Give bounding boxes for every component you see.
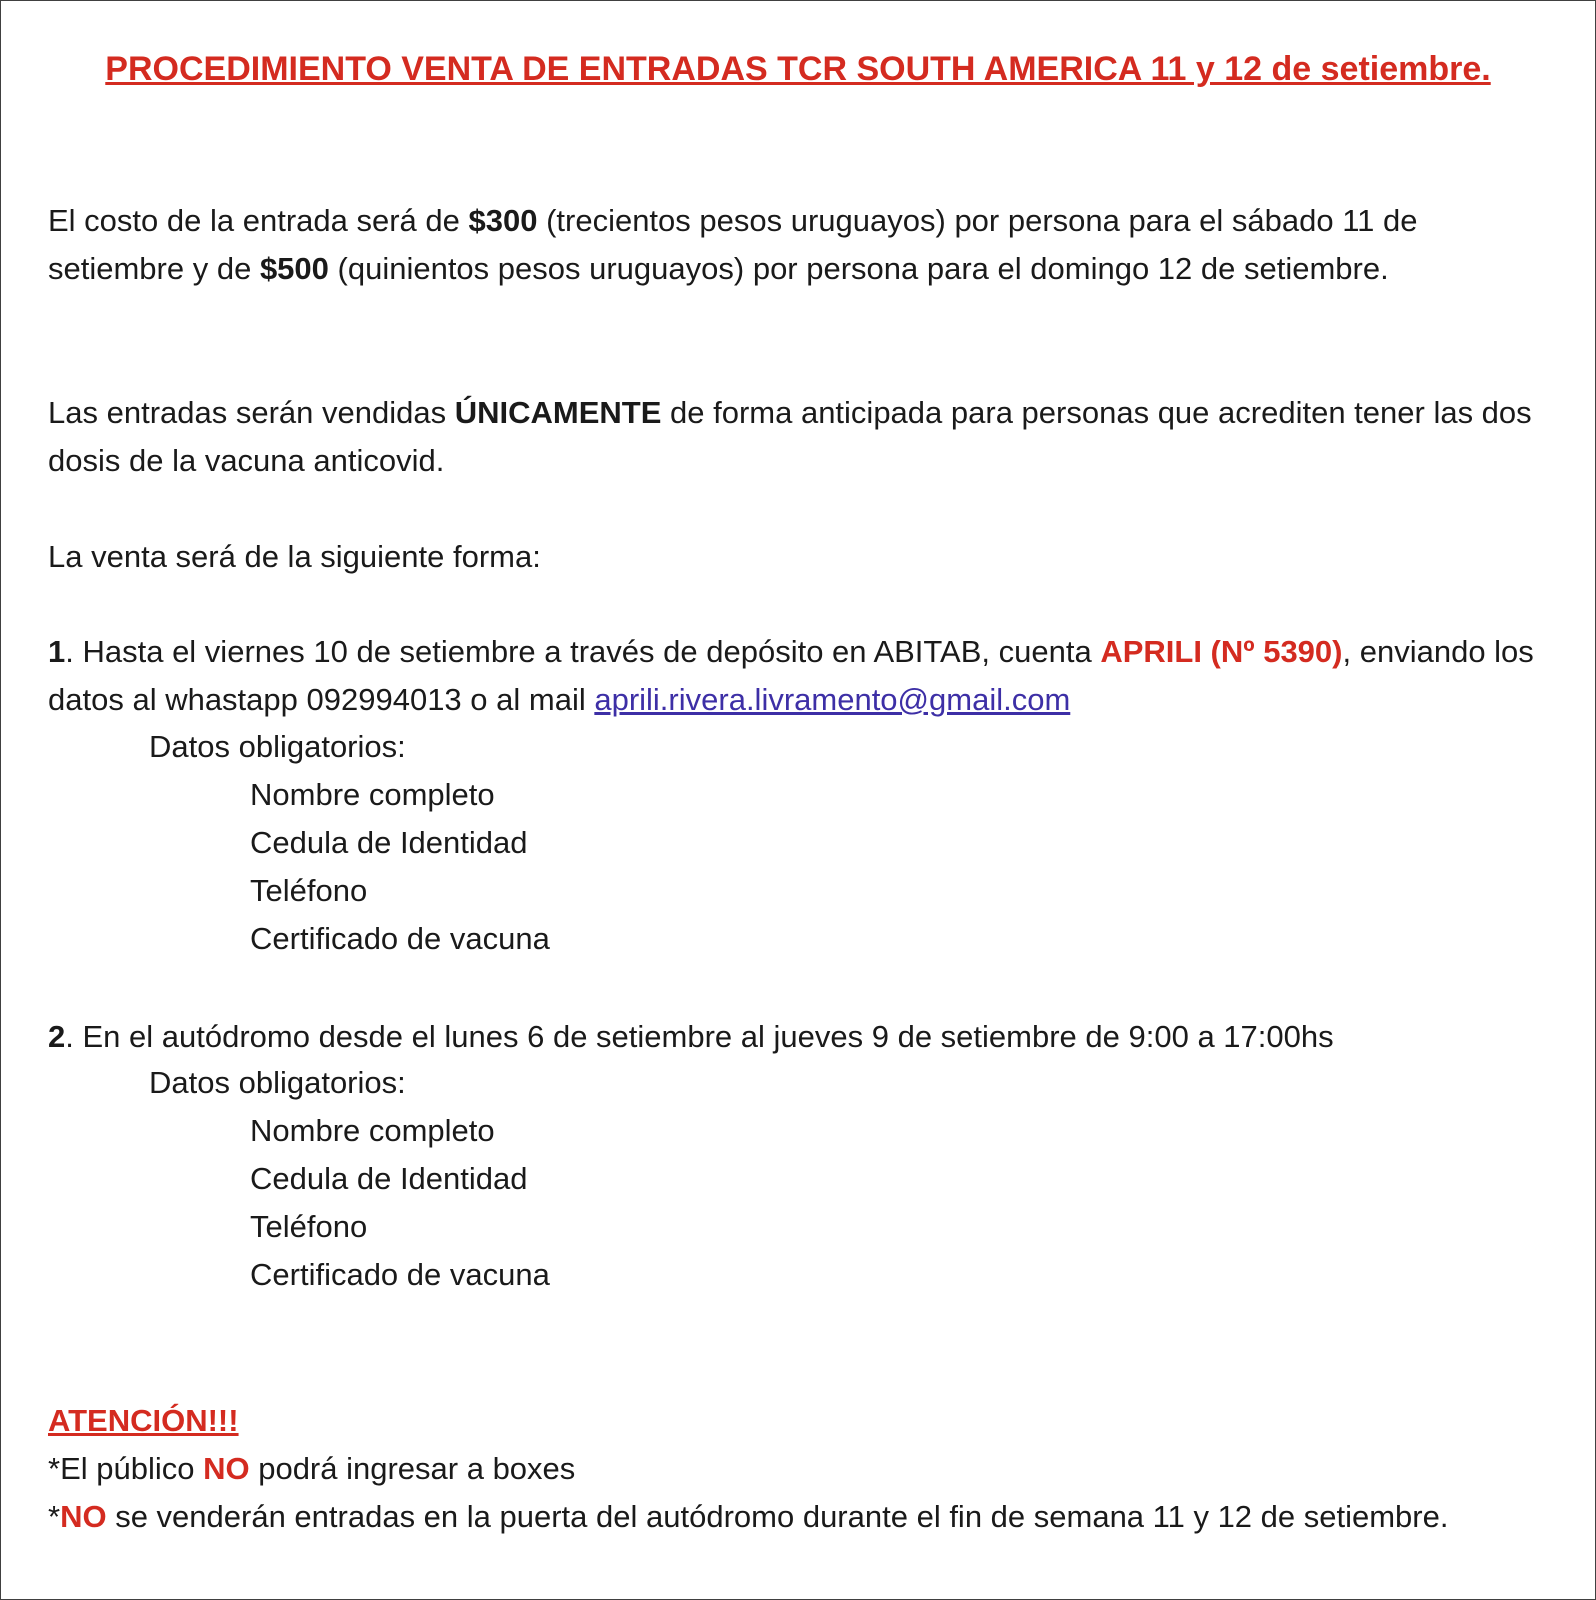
price-sunday: $500 (259, 251, 329, 286)
cost-text-3: (quinientos pesos uruguayos) por persona para el domingo 12 de setiembre. (328, 251, 1389, 286)
option-1-required-item: Certificado de vacuna (250, 921, 550, 956)
option-2-number: 2 (48, 1019, 66, 1054)
sales-paragraph (48, 389, 1545, 485)
option-1-text-2: , enviando los datos al whastapp 092994013 o al mail (48, 634, 1534, 717)
account-number: APRILI (Nº 5390) (1100, 634, 1343, 669)
option-1-required-item: Teléfono (250, 873, 368, 908)
option-2-required-item: Teléfono (250, 1209, 368, 1244)
option-1-required-item: Cedula de Identidad (250, 825, 528, 860)
option-2-required-label: Datos obligatorios: (149, 1065, 406, 1100)
option-2-text-1: . En el autódromo desde el lunes 6 de setiembre al jueves 9 de setiembre de 9:00 a 17:00hs (65, 1019, 1334, 1054)
notice-2 (48, 1493, 1545, 1541)
option-1-number: 1 (48, 634, 66, 669)
notice-1-text-b: podrá ingresar a boxes (249, 1451, 576, 1486)
sales-text-2: de forma anticipada para personas que acrediten tener las dos dosis de la vacuna anticovid. (48, 395, 1532, 478)
option-1-required-item: Nombre completo (250, 777, 495, 812)
option-2-required-item: Certificado de vacuna (250, 1257, 550, 1292)
cost-text-1: El costo de la entrada será de (48, 203, 469, 238)
notice-1-text-a: *El público (48, 1451, 204, 1486)
email-link[interactable]: aprili.rivera.livramento@gmail.com (594, 682, 1071, 717)
option-2-required-item: Nombre completo (250, 1113, 495, 1148)
notice-2-text-a: * (48, 1499, 61, 1534)
option-1-paragraph (48, 628, 1545, 724)
notice-2-text-b: se venderán entradas en la puerta del autódromo durante el fin de semana 11 y 12 de setiembre. (106, 1499, 1449, 1534)
document-title: PROCEDIMIENTO VENTA DE ENTRADAS TCR SOUTH AMERICA 11 y 12 de setiembre. (105, 50, 1491, 88)
option-1-text-1: . Hasta el viernes 10 de setiembre a través de depósito en ABITAB, cuenta (65, 634, 1101, 669)
sales-emphasis: ÚNICAMENTE (454, 395, 662, 430)
cost-text-2: (trecientos pesos uruguayos) por persona para el sábado 11 de setiembre y de (48, 203, 1418, 286)
price-saturday: $300 (468, 203, 538, 238)
notice-2-no: NO (60, 1499, 107, 1534)
option-2-required-item: Cedula de Identidad (250, 1161, 528, 1196)
option-1-required-label: Datos obligatorios: (149, 729, 406, 764)
cost-paragraph (48, 197, 1545, 293)
notice-1-no: NO (203, 1451, 250, 1486)
option-2-paragraph (48, 1013, 1545, 1061)
intro-text: La venta será de la siguiente forma: (48, 539, 541, 574)
notice-1 (48, 1445, 1545, 1493)
sales-text-1: Las entradas serán vendidas (48, 395, 455, 430)
attention-heading: ATENCIÓN!!! (48, 1403, 239, 1438)
